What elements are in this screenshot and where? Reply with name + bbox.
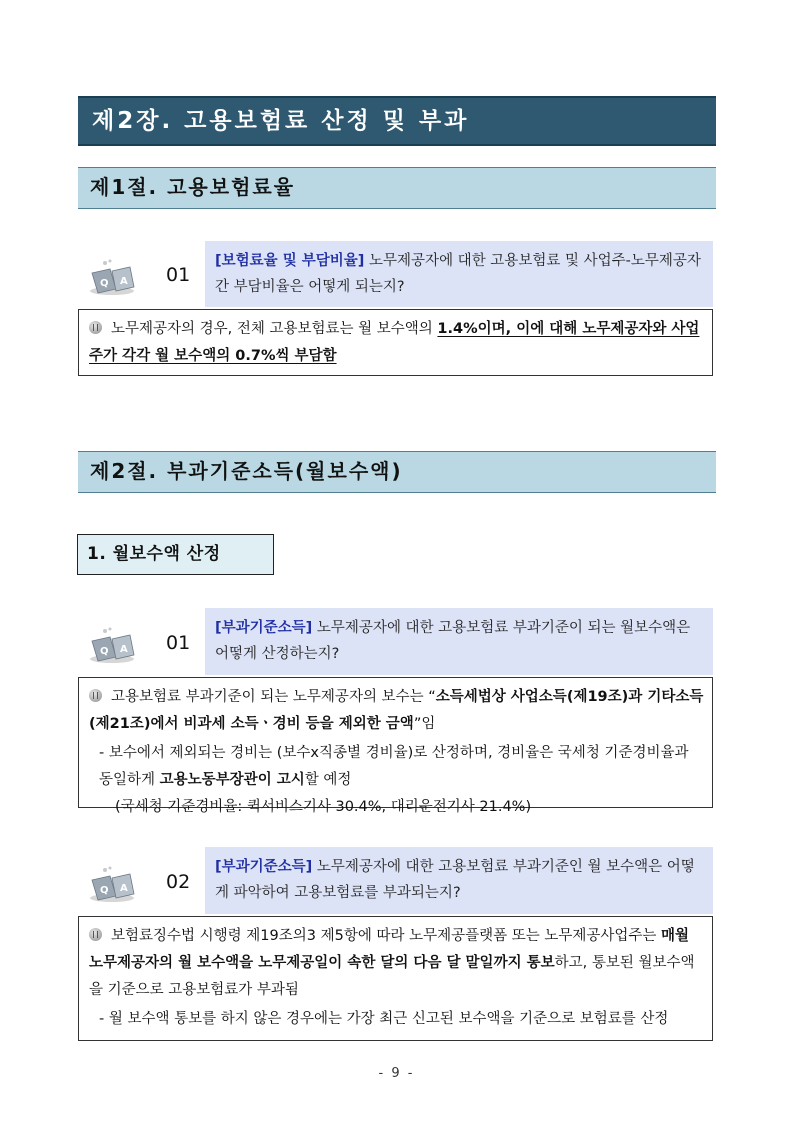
answer-box xyxy=(78,916,713,1041)
bullet-icon xyxy=(89,689,102,702)
svg-text:Q: Q xyxy=(100,646,109,657)
answer-text: 노무제공자의 경우, 전체 고용보험료는 월 보수액의 xyxy=(111,321,438,337)
question-number: 02 xyxy=(166,871,191,893)
bullet-icon xyxy=(89,928,102,941)
question-text: 노무제공자에 대한 고용보험료 부과기준인 월 보수액은 어떻게 파악하여 고용보험료를 부과되는지? xyxy=(215,859,695,901)
svg-text:Q: Q xyxy=(100,278,109,289)
svg-text:Q: Q xyxy=(100,885,109,896)
answer-detail: - 월 보수액 통보를 하지 않은 경우에는 가장 최근 신고된 보수액을 기준으로 보험료를 산정 xyxy=(99,1011,669,1027)
question-tag: [부과기준소득] xyxy=(215,859,313,875)
question-text: 노무제공자에 대한 고용보험료 및 사업주-노무제공자간 부담비율은 어떻게 되는지? xyxy=(215,253,701,295)
chapter-title: 제2장. 고용보험료 산정 및 부과 xyxy=(78,96,716,146)
answer-emphasis: 1.4%이며, 이에 대해 노무제공자와 사업주가 각각 월 보수액의 0.7%씩 부담함 xyxy=(89,321,700,364)
answer-text-end: 하고, 통보된 월보수액을 기준으로 고용보험료가 부과됨 xyxy=(89,955,695,998)
question-tag: [보험료율 및 부담비율] xyxy=(215,253,365,269)
section-title-2: 제2절. 부과기준소득(월보수액) xyxy=(78,451,716,493)
answer-emphasis: 소득세법상 사업소득(제19조)과 기타소득(제21조)에서 비과세 소득ㆍ경비 등을 제외한 금액 xyxy=(89,689,704,732)
subheading: 1. 월보수액 산정 xyxy=(77,534,274,575)
question-number: 01 xyxy=(166,264,191,286)
answer-note: (국세청 기준경비율: 퀵서비스기사 30.4%, 대리운전기사 21.4%) xyxy=(115,799,532,815)
answer-text: 고용보험료 부과기준이 되는 노무제공자의 보수는 “ xyxy=(111,689,436,705)
qa-icon xyxy=(86,625,138,665)
question-tag: [부과기준소득] xyxy=(215,620,313,636)
answer-detail: - 보수에서 제외되는 경비는 (보수x직종별 경비율)로 산정하며, 경비율은 국세청 기준경비율과 동일하게 xyxy=(99,745,689,788)
answer-detail-end: 할 예정 xyxy=(304,772,352,788)
answer-text: 보험료징수법 시행령 제19조의3 제5항에 따라 노무제공플랫폼 또는 노무제공사업주는 xyxy=(111,928,662,944)
answer-text-end: ”임 xyxy=(413,716,436,732)
answer-emphasis: 매월 노무제공자의 월 보수액을 노무제공일이 속한 달의 다음 달 말일까지 통보 xyxy=(89,928,690,971)
question-box xyxy=(205,608,713,675)
svg-text:A: A xyxy=(120,644,128,655)
question-number: 01 xyxy=(166,632,191,654)
qa-icon xyxy=(86,864,138,904)
bullet-icon xyxy=(89,321,102,334)
question-box xyxy=(205,847,713,914)
svg-text:A: A xyxy=(120,276,128,287)
section-title-1: 제1절. 고용보험료율 xyxy=(78,167,716,209)
answer-detail-emphasis: 고용노동부장관이 고시 xyxy=(159,772,305,788)
qa-icon xyxy=(86,257,138,297)
answer-box xyxy=(78,309,713,376)
question-text: 노무제공자에 대한 고용보험료 부과기준이 되는 월보수액은 어떻게 산정하는지? xyxy=(215,620,691,662)
question-box xyxy=(205,241,713,307)
answer-box xyxy=(78,677,713,815)
svg-text:A: A xyxy=(120,883,128,894)
page-number: - 9 - xyxy=(378,1066,415,1081)
